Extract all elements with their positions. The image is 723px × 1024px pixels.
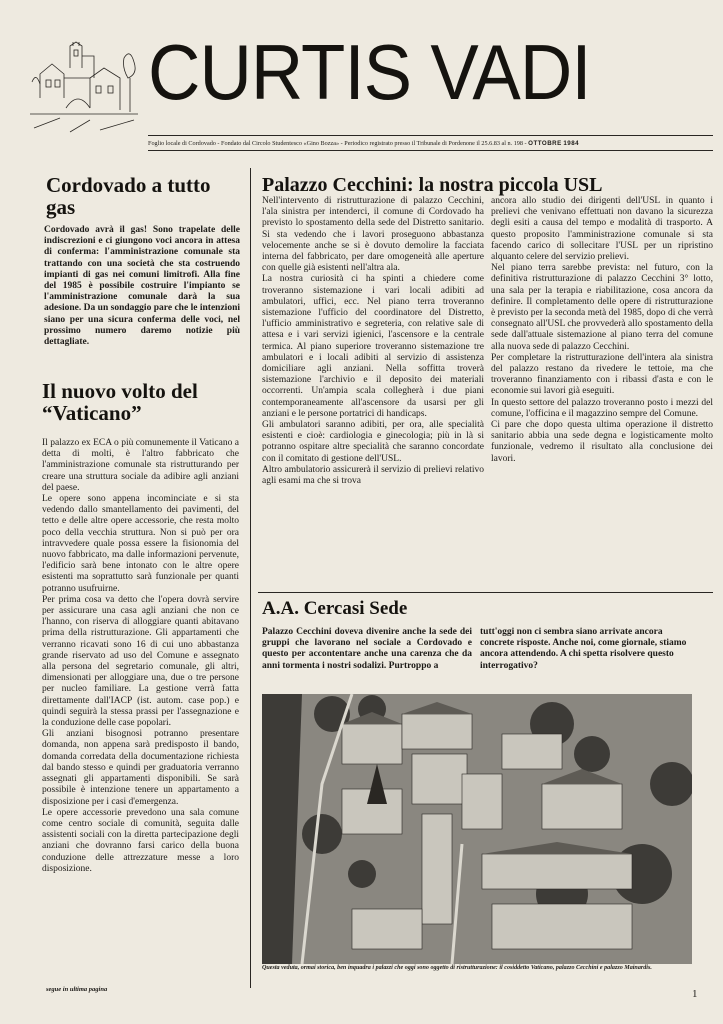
paragraph: Nel piano terra sarebbe prevista: nel futuro, con la definitiva ristrutturazione di palazzo Cecchini 3° lotto, una sala per la terapia e riabilitazione, cosa ancora da definire. Il completamento delle opere di ristrutturazione è previsto per la seconda metà del 1985, dopo di che verrà consegnato all'USL che provvederà allo spostamento della sede dall'attuale sistemazione al piano terra del comune alla nuova sede di palazzo Cecchini. <box>491 263 713 352</box>
headline-cordovado-gas: Cordovado a tutto gas <box>46 173 211 219</box>
article-vaticano-body <box>42 438 239 875</box>
headline-palazzo-cecchini: Palazzo Cecchini: la nostra piccola USL <box>262 174 603 196</box>
village-sketch-logo <box>30 38 138 136</box>
paragraph: Per prima cosa va detto che l'opera dovrà servire per assicurare una casa agli anziani che non ce l'hanno, con riserva di alloggiare quanti abitavano prima della ristrutturazione. Gli appartamenti che verranno ricavati sono 16 di cui uno abbastanza grande riservato ad uso del Comune e assegnato alla persona del segretario comunale, gli altri, dimensionati per alloggiare una, due o tre persone per nucleo familiare. La gestione verrà fatta direttamente dall'IACP (ist. autom. case pop.) e quindi seguirà la stessa prassi per l'assegnazione e la conduzione delle case popolari. <box>42 594 239 729</box>
paragraph: ancora allo studio dei dirigenti dell'USL in quanto i prelievi che venivano effettuati non davano la sicurezza degli esiti a causa del tempo e modalità di trasporto. A questo proposito l'amministrazione comunale si sta facendo carico di sollecitare l'USL per un ripristino alquanto celere del servizio prelievi. <box>491 196 713 263</box>
masthead-title: CURTIS VADI <box>148 28 591 116</box>
paragraph: La nostra curiosità ci ha spinti a chiedere come troveranno sistemazione i vari locali adibiti ad ambulatori, uffici, ecc. Nel piano terra troveranno sistemazione l'ufficio del coordinatore del Distretto, l'ufficio amministrativo e segreteria, con relative sale di attesa e i vari servizi igienici, l'ascensore e la centrale termica. Al piano superiore troveranno sistemazione tre ambulatori e i locali adibiti al servizio di assistenza domiciliare agli anziani. Nella soffitta troverà sistemazione l'archivio e il deposito dei materiali occorrenti. Un'ampia scala collegherà i due piani contemporaneamente all'ascensore da usarsi per gli anziani e le persone portatrici di handicaps. <box>262 274 484 419</box>
paragraph: Gli anziani bisognosi potranno presentare domanda, non appena sarà predisposto il bando, domanda corredata della documentazione richiesta dal bando stesso e quindi per graduatoria verranno assegnati gli appartamenti disponibili. Se sarà possibile è intenzione tenere un appartamento a disposizione per i casi d'emergenza. <box>42 729 239 807</box>
paragraph: Ci pare che dopo questa ultima operazione il distretto sanitario abbia una sede degna e logisticamente molto funzionale, vedremo il risultato alla conclusione dei lavori. <box>491 420 713 464</box>
aerial-photo <box>262 694 692 964</box>
article-usl-col-right <box>491 196 713 465</box>
paragraph: Altro ambulatorio assicurerà il servizio di prelievi relativo agli esami ma che si trova <box>262 464 484 487</box>
headline-cercasi-sede: A.A. Cercasi Sede <box>262 598 408 619</box>
paragraph: Nell'intervento di ristrutturazione di palazzo Cecchini, l'ala sinistra per intenderci, il comune di Cordovado ha previsto lo spostamento della sede del Distretto sanitario. Si sta vedendo che i lavori proseguono abbastanza velocemente anche se si è dovuto demolire la facciata interna del fabbricato, per dare omogeneità alle aperture con quelle già esistenti nell'altra ala. <box>262 196 484 274</box>
article-gas-body: Cordovado avrà il gas! Sono trapelate delle indiscrezioni e ci giungono voci ancora in attesa di conferma: l'amministrazione comunale sta trattando con una società che sta costruendo impianti di gas nei comuni limitrofi. Alla fine del 1985 è possibile costruire l'impianto se l'amministrazione comunale darà la sua adesione. Da un sondaggio pare che le intenzioni siano per una sicura conferma delle voci, nel prossimo numero daremo notizie più dettagliate. <box>44 225 240 348</box>
subline-text: Foglio locale di Cordovado - Fondato dal Circolo Studentesco «Gino Bozza» - Periodico registrato presso il Tribunale di Pordenone il 25.6.83 al n. 198 - <box>148 140 527 147</box>
continued-note: segue in ultima pagina <box>46 986 108 993</box>
paragraph: Le opere sono appena incominciate e si sta vedendo dallo smantellamento dei pavimenti, del tetto e delle altre opere accessorie, che resta molto poco della vecchia struttura. Non si può per ora intravvedere quale possa essere la fisionomia del nuovo fabbricato, ma dalle informazioni pervenute, l'edificio sarà bene intonato con le altre opere esistenti ma soprattutto sarà funzionale per quanti potranno usufruirne. <box>42 494 239 594</box>
issue-year: 1984 <box>563 140 580 147</box>
column-divider <box>250 168 251 988</box>
headline-vaticano: Il nuovo volto del “Vaticano” <box>42 379 198 425</box>
page-number: 1 <box>692 988 698 1000</box>
section-rule <box>258 592 713 593</box>
article-usl-col-left <box>262 196 484 487</box>
photo-caption: Questa veduta, ormai storica, ben inquadra i palazzi che oggi sono oggetto di ristrutturazione: il cosiddetto Vaticano, palazzo Cecchini e palazzo Mainardis. <box>262 965 652 971</box>
article-sede-col-left: Palazzo Cecchini doveva divenire anche la sede dei gruppi che lavorano nel sociale a Cordovado e questo per accontentare anche una carenza che da anni tormenta i nostri sodalizi. Purtroppo a <box>262 627 472 671</box>
masthead-rule <box>148 135 713 136</box>
paragraph: Gli ambulatori saranno adibiti, per ora, alle specialità esistenti e cioè: cardiologia e ginecologia; più in là si potranno ospitare altre specialità che saranno concordate con il comitato di gestione dell'USL. <box>262 420 484 464</box>
paragraph: In questo settore del palazzo troveranno posto i mezzi del comune, l'officina e il magazzino sempre del Comune. <box>491 397 713 419</box>
paragraph: Il palazzo ex ECA o più comunemente il Vaticano a detta di molti, è l'altro fabbricato che l'amministrazione comunale sta ristrutturando per creare una struttura sociale da adibire agli anziani del paese. <box>42 438 239 493</box>
article-sede-col-right: tutt'oggi non ci sembra siano arrivate ancora concrete risposte. Anche noi, come giornale, stiamo ancora attendendo. A chi spetta risolvere questo interrogativo? <box>480 627 687 671</box>
subline-rule <box>148 150 713 151</box>
paragraph: Per completare la ristrutturazione dell'intera ala sinistra del palazzo restano da rivedere le tettoie, ma che troveranno finanziamento con i ribassi d'asta e con le economie sui lavori già eseguiti. <box>491 352 713 397</box>
masthead-subline <box>148 140 713 148</box>
paragraph: Le opere accessorie prevedono una sala comune come centro sociale di comunità, seguita dalle assistenti sociali con la diretta partecipazione degli anziani che dovranno farsi carico della buona conduzione delle attrezzature messe a loro disposizione. <box>42 807 239 874</box>
issue-month: OTTOBRE <box>528 140 562 147</box>
